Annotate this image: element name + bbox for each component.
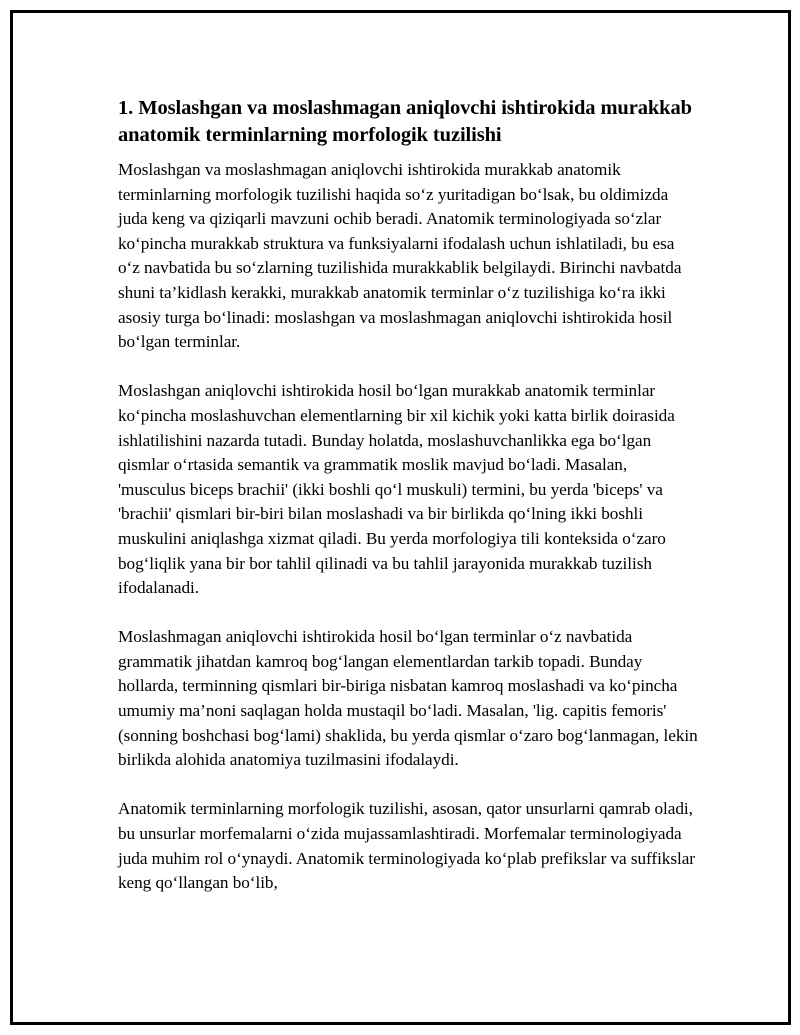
paragraph-3: Moslashmagan aniqlovchi ishtirokida hosil bo‘lgan terminlar o‘z navbatida grammatik jihatdan kamroq bog‘langan elementlardan tarkib topadi. Bunday hollarda, terminning qismlari bir-biriga nisbatan kamroq moslashadi va ko‘pincha umumiy ma’noni saqlagan holda mustaqil bo‘ladi. Masalan, 'lig. capitis femoris' (sonning boshchasi bog‘lami) shaklida, bu yerda qismlar o‘zaro bog‘lanmagan, lekin birlikda alohida anatomiya tuzilmasini ifodalaydi. — [118, 627, 698, 770]
paragraph-2: Moslashgan aniqlovchi ishtirokida hosil bo‘lgan murakkab anatomik terminlar ko‘pincha moslashuvchan elementlarning bir xil kichik yoki katta birlik doirasida ishlatilishini nazarda tutadi. Bunday holatda, moslashuvchanlikka ega bo‘lgan qismlar o‘rtasida semantik va grammatik moslik mavjud bo‘ladi. Masalan, 'musculus biceps brachii' (ikki boshli qo‘l muskuli) termini, bu yerda 'biceps' va 'brachii' qismlari bir-biri bilan moslashadi va bir birlikda qo‘lning ikki boshli muskulini aniqlashga xizmat qiladi. Bu yerda morfologiya tili konteksida o‘zaro bog‘liqlik yana bir bor tahlil qilinadi va bu tahlil jarayonida murakkab tuzilish ifodalanadi. — [118, 381, 675, 598]
paragraph-1: Moslashgan va moslashmagan aniqlovchi ishtirokida murakkab anatomik terminlarning morfologik tuzilishi haqida so‘z yuritadigan bo‘lsak, bu oldimizda juda keng va qiziqarli mavzuni ochib beradi. Anatomik terminologiyada so‘zlar ko‘pincha murakkab struktura va funksiyalarni ifodalash uchun ishlatiladi, bu esa o‘z navbatida bu so‘zlarning tuzilishida murakkablik belgilaydi. Birinchi navbatda shuni ta’kidlash kerakki, murakkab anatomik terminlar o‘z tuzilishiga ko‘ra ikki asosiy turga bo‘linadi: moslashgan va moslashmagan aniqlovchi ishtirokida hosil bo‘lgan terminlar. — [118, 160, 682, 352]
document-body — [118, 95, 698, 920]
page-frame — [10, 10, 791, 1025]
paragraph-4: Anatomik terminlarning morfologik tuzilishi, asosan, qator unsurlarni qamrab oladi, bu unsurlar morfemalarni o‘zida mujassamlashtiradi. Morfemalar terminologiyada juda muhim rol o‘ynaydi. Anatomik terminologiyada ko‘plab prefikslar va suffikslar keng qo‘llangan bo‘lib, — [118, 799, 695, 893]
document-title: 1. Moslashgan va moslashmagan aniqlovchi ishtirokida murakkab anatomik terminlarning morfologik tuzilishi — [118, 97, 692, 146]
